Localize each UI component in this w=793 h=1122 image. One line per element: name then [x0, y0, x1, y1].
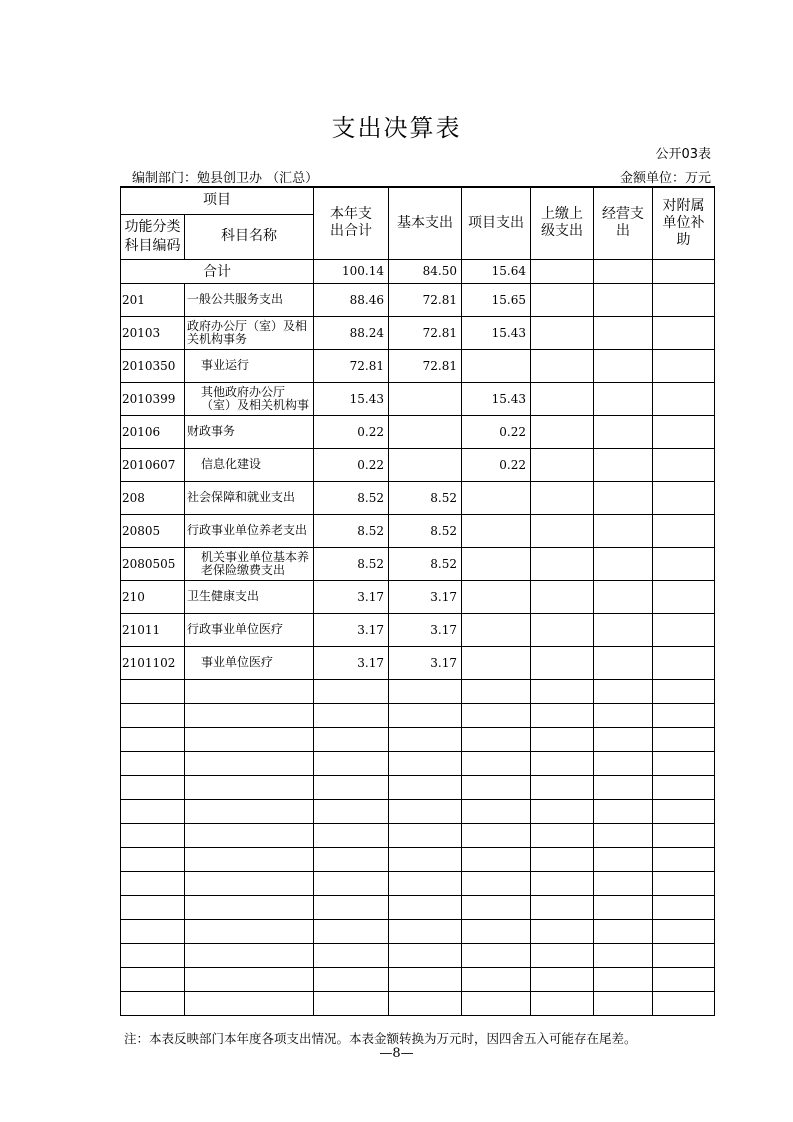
row-project — [462, 580, 531, 613]
row-total: 8.52 — [314, 514, 389, 547]
row-code: 21011 — [121, 613, 185, 646]
row-code: 201 — [121, 283, 185, 316]
empty-row — [121, 967, 715, 991]
row-name: 行政事业单位医疗 — [185, 613, 314, 646]
row-code: 20106 — [121, 415, 185, 448]
row-code: 2080505 — [121, 547, 185, 580]
row-name: 信息化建设 — [185, 448, 314, 481]
header-business: 经营支出 — [594, 187, 653, 259]
page-title: 支出决算表 — [331, 114, 462, 142]
total-basic: 84.50 — [389, 259, 462, 283]
row-project — [462, 646, 531, 679]
total-row — [121, 259, 715, 283]
row-total: 0.22 — [314, 415, 389, 448]
row-code: 2010350 — [121, 349, 185, 382]
table-row — [121, 448, 715, 481]
empty-row — [121, 895, 715, 919]
row-code: 20103 — [121, 316, 185, 349]
page-number: —8— — [379, 1046, 414, 1061]
row-project: 0.22 — [462, 448, 531, 481]
empty-row — [121, 823, 715, 847]
row-name: 行政事业单位养老支出 — [185, 514, 314, 547]
row-basic: 8.52 — [389, 481, 462, 514]
row-code: 2101102 — [121, 646, 185, 679]
empty-row — [121, 919, 715, 943]
row-project — [462, 547, 531, 580]
empty-row — [121, 727, 715, 751]
empty-row — [121, 751, 715, 775]
row-name: 其他政府办公厅（室）及相关机构事 — [185, 382, 314, 415]
row-basic — [389, 382, 462, 415]
row-project: 0.22 — [462, 415, 531, 448]
empty-row — [121, 799, 715, 823]
row-total: 72.81 — [314, 349, 389, 382]
table-row — [121, 316, 715, 349]
table-row — [121, 349, 715, 382]
row-code: 2010399 — [121, 382, 185, 415]
row-code: 210 — [121, 580, 185, 613]
row-code: 208 — [121, 481, 185, 514]
row-code: 2010607 — [121, 448, 185, 481]
row-basic: 3.17 — [389, 613, 462, 646]
row-name: 卫生健康支出 — [185, 580, 314, 613]
row-name: 事业单位医疗 — [185, 646, 314, 679]
table-row — [121, 382, 715, 415]
row-project — [462, 613, 531, 646]
row-total: 8.52 — [314, 547, 389, 580]
empty-row — [121, 775, 715, 799]
empty-row — [121, 679, 715, 703]
row-basic: 72.81 — [389, 316, 462, 349]
row-basic: 72.81 — [389, 283, 462, 316]
row-basic: 8.52 — [389, 514, 462, 547]
row-name: 政府办公厅（室）及相关机构事务 — [185, 316, 314, 349]
header-upper: 上缴上级支出 — [531, 187, 594, 259]
table-row — [121, 415, 715, 448]
table-row — [121, 646, 715, 679]
row-total: 8.52 — [314, 481, 389, 514]
row-name: 机关事业单位基本养老保险缴费支出 — [185, 547, 314, 580]
unit-label: 金额单位：万元 — [619, 171, 711, 186]
empty-row — [121, 703, 715, 727]
empty-row — [121, 847, 715, 871]
header-subsidy: 对附属单位补助 — [653, 187, 715, 259]
empty-row — [121, 871, 715, 895]
row-basic: 72.81 — [389, 349, 462, 382]
row-total: 88.24 — [314, 316, 389, 349]
row-basic: 8.52 — [389, 547, 462, 580]
row-name: 社会保障和就业支出 — [185, 481, 314, 514]
row-total: 0.22 — [314, 448, 389, 481]
row-project — [462, 481, 531, 514]
row-basic — [389, 415, 462, 448]
table-row — [121, 580, 715, 613]
header-item: 项目 — [121, 187, 314, 214]
row-project — [462, 514, 531, 547]
header-code: 功能分类科目编码 — [121, 214, 185, 259]
total-amount: 100.14 — [314, 259, 389, 283]
department-label: 编制部门：勉县创卫办 （汇总） — [132, 171, 319, 186]
row-total: 3.17 — [314, 646, 389, 679]
expenditure-table — [120, 186, 715, 1016]
row-basic: 3.17 — [389, 646, 462, 679]
row-project: 15.65 — [462, 283, 531, 316]
row-basic: 3.17 — [389, 580, 462, 613]
row-basic — [389, 448, 462, 481]
row-project: 15.43 — [462, 382, 531, 415]
row-code: 20805 — [121, 514, 185, 547]
table-row — [121, 481, 715, 514]
header-project: 项目支出 — [462, 187, 531, 259]
header-total: 本年支出合计 — [314, 187, 389, 259]
table-row — [121, 613, 715, 646]
row-name: 一般公共服务支出 — [185, 283, 314, 316]
row-total: 15.43 — [314, 382, 389, 415]
row-total: 88.46 — [314, 283, 389, 316]
footnote: 注：本表反映部门本年度各项支出情况。本表金额转换为万元时，因四舍五入可能存在尾差。 — [124, 1031, 637, 1046]
empty-row — [121, 991, 715, 1015]
row-name: 事业运行 — [185, 349, 314, 382]
row-total: 3.17 — [314, 613, 389, 646]
header-basic: 基本支出 — [389, 187, 462, 259]
header-name: 科目名称 — [185, 214, 314, 259]
table-row — [121, 283, 715, 316]
form-number: 公开03表 — [655, 147, 711, 162]
row-total: 3.17 — [314, 580, 389, 613]
table-row — [121, 547, 715, 580]
row-project — [462, 349, 531, 382]
table-row — [121, 514, 715, 547]
total-label: 合计 — [121, 259, 314, 283]
empty-row — [121, 943, 715, 967]
total-project: 15.64 — [462, 259, 531, 283]
row-project: 15.43 — [462, 316, 531, 349]
row-name: 财政事务 — [185, 415, 314, 448]
